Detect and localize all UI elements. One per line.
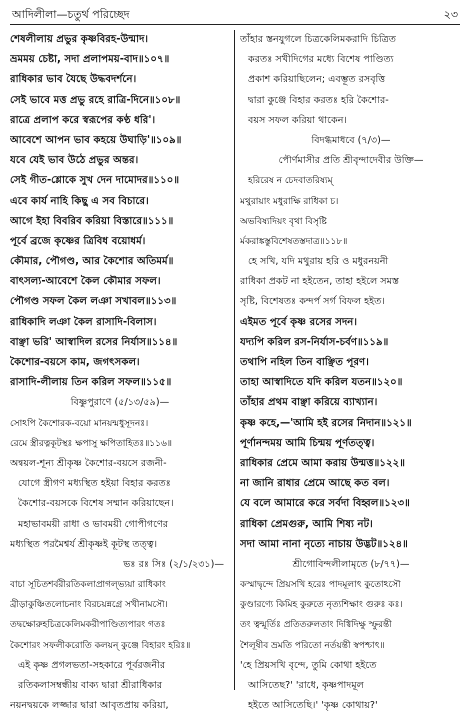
right-column-text-line: প্রকাশ করিয়াছিলেন; এবম্ভূত রসবৃত্তি (248, 74, 386, 86)
right-column-text-line: রাধিকা প্রেমগুরু, আমি শিষ্য নট। (240, 518, 373, 530)
right-column-text-line: হে সখি, যদি মথুরায় হরি ও মধুরনয়নী (248, 256, 389, 268)
left-column-text-line: রাসাদি-লীলায় তিন করিল সফল॥১১৫॥ (10, 377, 172, 389)
right-column-text-line: যে বলে আমারে করে সর্বদা বিহ্বল॥১২৩॥ (240, 498, 410, 510)
right-column-text-line: শ্রীগোবিন্দলীলামৃতে (৮/৭৭)— (292, 558, 410, 570)
left-column-text-line: সোঽপি কৈশোরক-বয়ো মানয়ন্মধুসূদনঃ। (10, 418, 149, 429)
right-column-text-line: র্মকরাঙ্কস্তুবিশেষতস্তদাত্র॥১১৮॥ (240, 236, 348, 247)
left-column-text-line: অন্বয়ল-শূন্য শ্রীকৃষ্ণ কৈশোর-বয়সে রজনী- (10, 457, 167, 469)
left-column-text-line: ব্রীড়াকুঞ্চিতলোচনাং বিরচয়ন্নগ্রে সখীনামসৌ। (10, 600, 168, 611)
left-column-text-line: যোগে স্ত্রীগণ মধ্যস্থিত হইয়া বিহার করতঃ (18, 478, 171, 490)
left-column-text-line: কৈশোর-বয়সে কাম, জগৎসকল। (10, 357, 140, 368)
left-column-text-line: রাধিকার ভাব যৈছে উদ্ধবদর্শনে। (10, 74, 137, 86)
left-column-text-line: পূর্বে ব্রজে কৃষ্ণের ত্রিবিধ বয়োধর্ম। (10, 235, 146, 247)
right-column-text-line: আসিতেছ?' 'রাধে, কৃষ্ণপাদমূল (248, 680, 364, 691)
left-column-text-line: রেমে স্ত্রীরত্নকূটস্থঃ ক্ষপাসু ক্ষপিতাহিতঃ॥১১৬॥ (10, 438, 172, 449)
right-column-text-line: 'হে প্রিয়সখি বৃন্দে, তুমি কোথা হইতে (240, 659, 377, 671)
right-column-text-line: না জানি রাধার প্রেমে আছে কত বল। (240, 478, 390, 490)
page-number: ২৩ (443, 8, 458, 21)
right-column-text-line: সদা আমা নানা নৃত্যে নাচায় উদ্ভট॥১২৪॥ (240, 538, 408, 550)
left-column-text-line: সেই গীত-শ্লোকে সুখ দেন দামোদর॥১১০॥ (10, 175, 180, 187)
left-column-text-line: ভ্রমময় চেষ্টা, সদা প্রলাপময়-বাদ॥১০৭॥ (10, 54, 170, 66)
right-column-text-line: বয়স সফল করিয়া থাকেন। (248, 114, 347, 126)
left-column-text-line: বাৎসল্য-আবেশে কৈল কৌমার সফল। (10, 276, 161, 288)
left-column-text-line: মধ্যস্থিত পরমৈশ্বর্য শ্রীকৃষ্ণই কূটস্থ তত্ত্ব। (10, 538, 158, 550)
page-header (10, 2, 460, 25)
left-column-text-line: বাঞ্ছা ভরি' আস্বাদিল রসের নির্যাস॥১১৪॥ (10, 336, 178, 348)
right-column-text-line: রাধিকা প্রকট না হইতেন, তাহা হইলে সমস্ত (240, 276, 399, 288)
right-column-text-line: মথুরায়াং মধুরাক্ষি রাধিকা চ। (240, 196, 339, 207)
right-column-text-line: অভবিষ্যদিয়ং বৃথা বিসৃষ্টি (240, 216, 327, 227)
right-column-text-line: কুণ্ডারণ্যে কিমিহ কুরুতে নৃত্যশিক্ষাং গুরুঃ কঃ। (240, 600, 403, 611)
left-column-text-line: আগে ইহা বিবরিব করিয়া বিস্তারে॥১১১॥ (10, 215, 174, 227)
right-column-text-line: তথাপি নহিল তিন বাঞ্ছিত পূরণ। (240, 357, 369, 368)
left-column-text-line: বিষ্ণুপুরাণে (৫/১৩/৫৯)— (70, 397, 170, 409)
left-column-text-line: শেষলীলায় প্রভুর কৃষ্ণবিরহ-উন্মাদ। (10, 34, 149, 45)
left-column-text-line: বাচা সূচিতশর্বরীরতিকলাপ্রাগল্ভ্যয়া রাধিকাং (10, 580, 166, 591)
left-column-text-line: সেই ভাবে মত্ত প্রভু রহে রাত্রি-দিনে॥১০৮॥ (10, 94, 181, 106)
left-column-text-line: রাধিকাদি লঞা কৈল রাসাদি-বিলাস। (10, 316, 157, 328)
left-column-text-line: রাত্রে প্রলাপ করে স্বরূপের কণ্ঠ ধরি'। (10, 114, 156, 126)
left-column-text-line: কৌমার, পৌগণ্ড, আর কৈশোর অতিমর্ম॥ (10, 256, 174, 268)
left-column-text-line: এই কৃষ্ণ প্রগলভতা-সহকারে পূর্বরজনীর (18, 659, 166, 671)
left-column-text-line: আবেশে আপন ভাব কহয়ে উঘাড়ি'॥১০৯॥ (10, 134, 182, 146)
left-column-text-line: পৌগণ্ড সফল কৈল লঞা সখাবল॥১১৩॥ (10, 296, 177, 308)
column-divider (234, 30, 235, 690)
left-column (10, 30, 230, 716)
right-column-text-line: কৃষ্ণ কহে,—'আমি হই রসের নিদান॥১২১॥ (240, 417, 412, 429)
right-column-text-line: রাধিকার প্রেমে আমা করায় উন্মত্ত॥১২২॥ (240, 457, 406, 469)
left-column-text-line: ভঃ রঃ সিঃ (২/১/২৩১)— (123, 558, 224, 570)
left-column-text-line: মহাভাবময়ী রাধা ও ভাবময়ী গোপীগণের (18, 518, 169, 530)
left-column-text-line: এবে কার্য নাহি কিছু এ সব বিচারে। (10, 195, 149, 207)
left-column-text-line: কৈশোরং সফলীকরোতি কলয়ন্ কুঞ্জে বিহারং হরিঃ॥ (10, 640, 191, 651)
running-title: আদিলীলা—চতুর্থ পরিচ্ছেদ (12, 8, 130, 21)
right-column-text-line: কস্মাদ্বৃন্দে প্রিয়সখি হরেঃ পাদমূলাৎ কুতোঽসৌ (240, 580, 401, 591)
right-column-text-line: তাহা আস্বাদিতে যদি করিল যতন॥১২০॥ (240, 377, 403, 389)
right-column-text-line: সৃষ্টি, বিশেষতঃ কন্দর্প সর্গ বিফল হইত। (240, 296, 385, 308)
right-column-text-line: দ্বারা কুঞ্জে বিহার করতঃ হরি কৈশোর- (248, 94, 389, 106)
right-column-text-line: পূর্ণানন্দময় আমি চিন্ময় পূর্ণতত্ত্ব। (240, 437, 375, 449)
right-column-text-line: হইতে আসিতেছি।' 'কৃষ্ণ কোথায়?' (248, 700, 378, 712)
right-column-text-line: যদ্যপি করিল রস-নির্যাস-চর্বণ॥১১৯॥ (240, 336, 389, 348)
right-column (240, 30, 462, 716)
right-column-text-line: তাঁহার স্তনযুগলে চিত্রকেলিমকরাদি চিত্রিত (240, 34, 396, 45)
left-column-text-line: কৈশোর-বয়সকে বিশেষ সম্মান করিয়াছেন। (18, 498, 174, 510)
right-column-text-line: শৈলূষীব ভ্রমতি পরিতো নর্তয়ন্তী স্বপশ্চাৎ॥ (240, 640, 385, 651)
left-column-text-line: রতিকলাসম্বন্ধীয় বাক্য দ্বারা শ্রীরাধিকার (18, 680, 163, 691)
right-column-text-line: হরিরেষ ন চেদবাতরিষ্যম্ (248, 176, 333, 187)
right-column-text-line: করতঃ সখীদিগের মধ্যে বিশেষ পাণ্ডিত্য (248, 54, 394, 66)
left-column-text-line: যবে যেই ভাব উঠে প্রভুর অন্তর। (10, 155, 139, 167)
right-column-text-line: তং ত্বন্মূর্তিঃ প্রতিতরুলতাং দিগ্বিদিক্ষু স্ফুরন্তী (240, 620, 392, 631)
left-column-text-line: তদ্বক্ষোরুহচিত্রকেলিমকরীপাণ্ডিত্যপারং গতঃ (10, 620, 166, 631)
right-column-text-line: এইমত পূর্বে কৃষ্ণ রসের সদন। (240, 316, 358, 328)
right-column-text-line: তাঁহার প্রথম বাঞ্ছা করিয়ে ব্যাখ্যান। (240, 397, 378, 409)
right-column-text-line: পৌর্ণমাসীর প্রতি শ্রীবৃন্দাদেবীর উক্তি— (278, 155, 424, 167)
right-column-text-line: বিদগ্ধমাধবে (৭/৩)— (311, 134, 391, 146)
left-column-text-line: নয়নদ্বয়কে লজ্জার দ্বারা আবৃতপ্রায় করিয়া, (10, 700, 169, 712)
